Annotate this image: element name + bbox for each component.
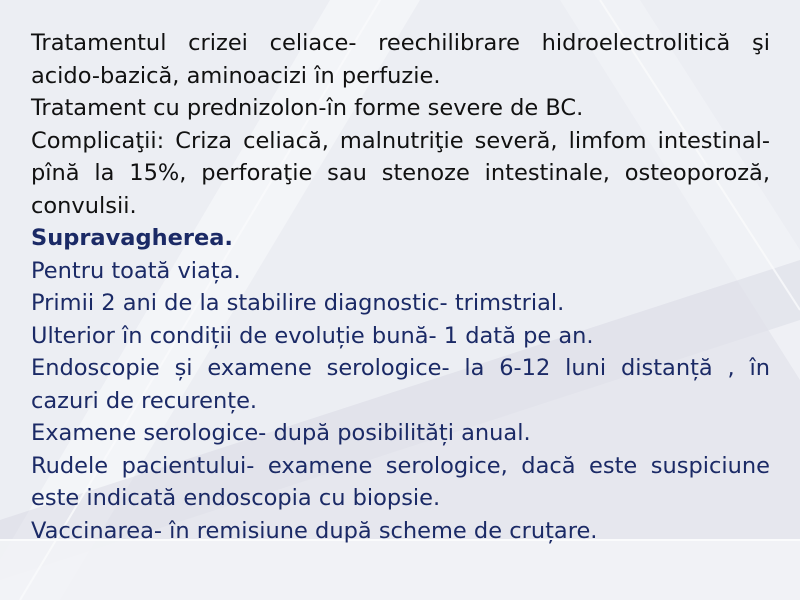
paragraph-prednisolone: Tratament cu prednizolon-în forme severe de BC. [31, 95, 584, 121]
list-item: Examene serologice- după posibilități anual. [31, 420, 531, 446]
paragraph-crisis-treatment: Tratamentul crizei celiace- reechilibrare hidroelectrolitică şi acido-bazică, aminoacizi în perfuzie. [31, 30, 770, 89]
slide-content [31, 27, 770, 547]
paragraph-complications: Complicaţii: Criza celiacă, malnutriţie severă, limfom intestinal-pînă la 15%, perforaţie sau stenoze intestinale, osteoporoză, convulsii. [31, 127, 770, 219]
list-item: Rudele pacientului- examene serologice, dacă este suspiciune este indicată endoscopia cu biopsie. [31, 452, 770, 511]
list-item: Endoscopie și examene serologice- la 6-12 luni distanță , în cazuri de recurențe. [31, 355, 770, 414]
section-heading-supervision: Supravagherea. [31, 225, 233, 251]
list-item: Vaccinarea- în remisiune după scheme de cruțare. [31, 517, 598, 544]
list-item: Pentru toată viața. [31, 257, 241, 284]
list-item: Primii 2 ani de la stabilire diagnostic- trimstrial. [31, 290, 565, 316]
list-item: Ulterior în condiții de evoluție bună- 1 dată pe an. [31, 322, 594, 349]
